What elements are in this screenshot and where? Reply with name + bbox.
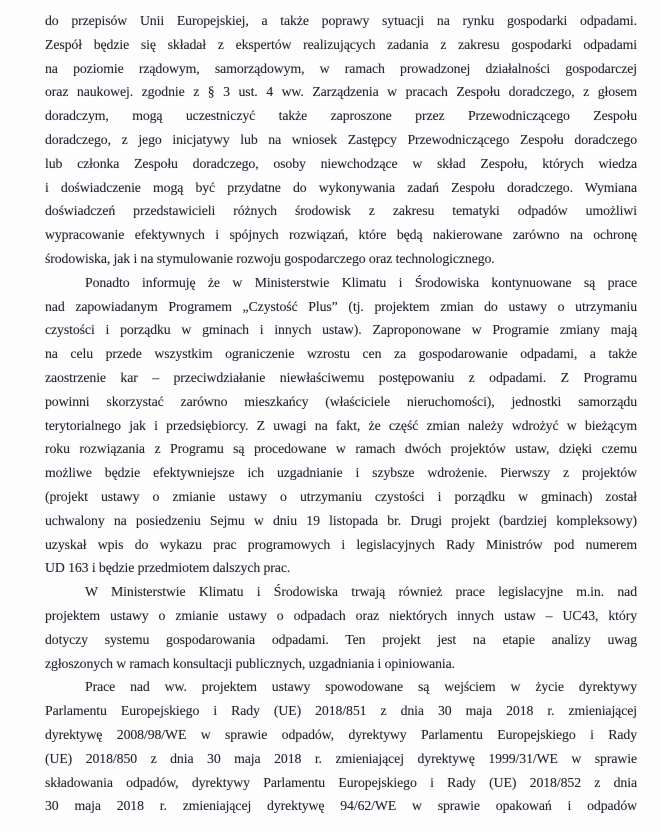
text-line: Parlamentu Europejskiego i Rady (UE) 2018/851 z dnia 30 maja 2018 r. zmieniającej <box>45 703 637 719</box>
text-line: nad zapowiadanym Programem „Czystość Plus” (tj. projektem zmian do ustawy o utrzymaniu <box>45 298 637 314</box>
text-line: roku rozwiązania z Programu są procedowane w ramach dwóch projektów ustaw, dzięki czemu <box>45 441 637 457</box>
text-line: doradczym, mogą uczestniczyć także zaproszone przez Przewodniczącego Zespołu <box>45 108 637 124</box>
text-line: dyrektywę 2008/98/WE w sprawie odpadów, dyrektywy Parlamentu Europejskiego i Rady <box>45 726 637 742</box>
text-line: Zespół będzie się składał z ekspertów realizujących zadania z zakresu gospodarki odpadami <box>45 36 637 52</box>
text-line: składowania odpadów, dyrektywy Parlamentu Europejskiego i Rady (UE) 2018/852 z dnia <box>45 774 637 790</box>
text-line: dotyczy systemu gospodarowania odpadami. Ten projekt jest na etapie analizy uwag <box>45 631 637 647</box>
text-line: powinni skorzystać zarówno mieszkańcy (właściciele nieruchomości), jednostki samorządu <box>45 393 637 409</box>
text-line: zaostrzenie kar – przeciwdziałanie niewłaściwemu postępowaniu z odpadami. Z Programu <box>45 369 637 385</box>
text-line: doświadczeń przedstawicieli różnych środowisk z zakresu tematyki odpadów umożliwi <box>45 203 637 219</box>
text-line: i doświadczenie mogą być przydatne do wykonywania zadań Zespołu doradczego. Wymiana <box>45 179 637 195</box>
text-line: W Ministerstwie Klimatu i Środowiska trwają również prace legislacyjne m.in. nad <box>85 584 637 600</box>
text-line: Ponadto informuję że w Ministerstwie Klimatu i Środowiska kontynuowane są prace <box>85 274 637 290</box>
text-line: na poziomie rządowym, samorządowym, w ramach prowadzonej działalności gospodarczej <box>45 60 637 76</box>
text-line: uzyskał wpis do wykazu prac programowych i legislacyjnych Rady Ministrów pod numerem <box>45 536 637 552</box>
text-line: terytorialnego jak i przedsiębiorcy. Z uwagi na fakt, że część zmian należy wdrożyć w bieżącym <box>45 417 637 433</box>
text-line: do przepisów Unii Europejskiej, a także poprawy sytuacji na rynku gospodarki odpadami. <box>45 13 637 28</box>
text-line: środowiska, jak i na stymulowanie rozwoju gospodarczego oraz technologicznego. <box>45 250 495 266</box>
text-line: zgłoszonych w ramach konsultacji publicznych, uzgadniania i opiniowania. <box>45 655 456 671</box>
text-line: (UE) 2018/850 z dnia 30 maja 2018 r. zmieniającej dyrektywę 1999/31/WE w sprawie <box>45 750 637 766</box>
paragraph <box>45 580 637 675</box>
text-line: wypracowanie efektywnych i spójnych rozwiązań, które będą nakierowane zarówno na ochronę <box>45 227 637 243</box>
text-line: lub członka Zespołu doradczego, osoby niewchodzące w skład Zespołu, których wiedza <box>45 155 637 171</box>
text-line: UD 163 i będzie przedmiotem dalszych prac. <box>45 560 291 576</box>
text-line: 30 maja 2018 r. zmieniającej dyrektywę 94/62/WE w sprawie opakowań i odpadów <box>45 798 637 814</box>
text-line: doradczego, z jego inicjatywy lub na wniosek Zastępcy Przewodniczącego Zespołu doradczego <box>45 131 637 147</box>
text-line: oraz naukowej. zgodnie z § 3 ust. 4 ww. Zarządzenia w pracach Zespołu doradczego, z głosem <box>45 84 637 100</box>
paragraph <box>45 9 637 271</box>
paragraph <box>45 271 637 580</box>
text-line: uchwalony na posiedzeniu Sejmu w dniu 19 listopada br. Drugi projekt (bardziej kompleksowy) <box>45 512 637 528</box>
text-line: możliwe będzie efektywniejsze ich uzgadnianie i szybsze wdrożenie. Pierwszy z projektów <box>45 465 637 481</box>
text-line: na celu przede wszystkim ograniczenie wzrostu cen za gospodarowanie odpadami, a także <box>45 346 637 362</box>
text-line: Prace nad ww. projektem ustawy spowodowane są wejściem w życie dyrektywy <box>85 679 637 695</box>
text-line: projektem ustawy o zmianie ustawy o odpadach oraz niektórych innych ustaw – UC43, który <box>45 607 637 623</box>
text-line: czystości i porządku w gminach i innych ustaw). Zaproponowane w Programie zmiany mają <box>45 322 637 338</box>
body-text <box>45 9 637 818</box>
paragraph <box>45 675 637 818</box>
text-line: (projekt ustawy o zmianie ustawy o utrzymaniu czystości i porządku w gminach) został <box>45 488 637 504</box>
